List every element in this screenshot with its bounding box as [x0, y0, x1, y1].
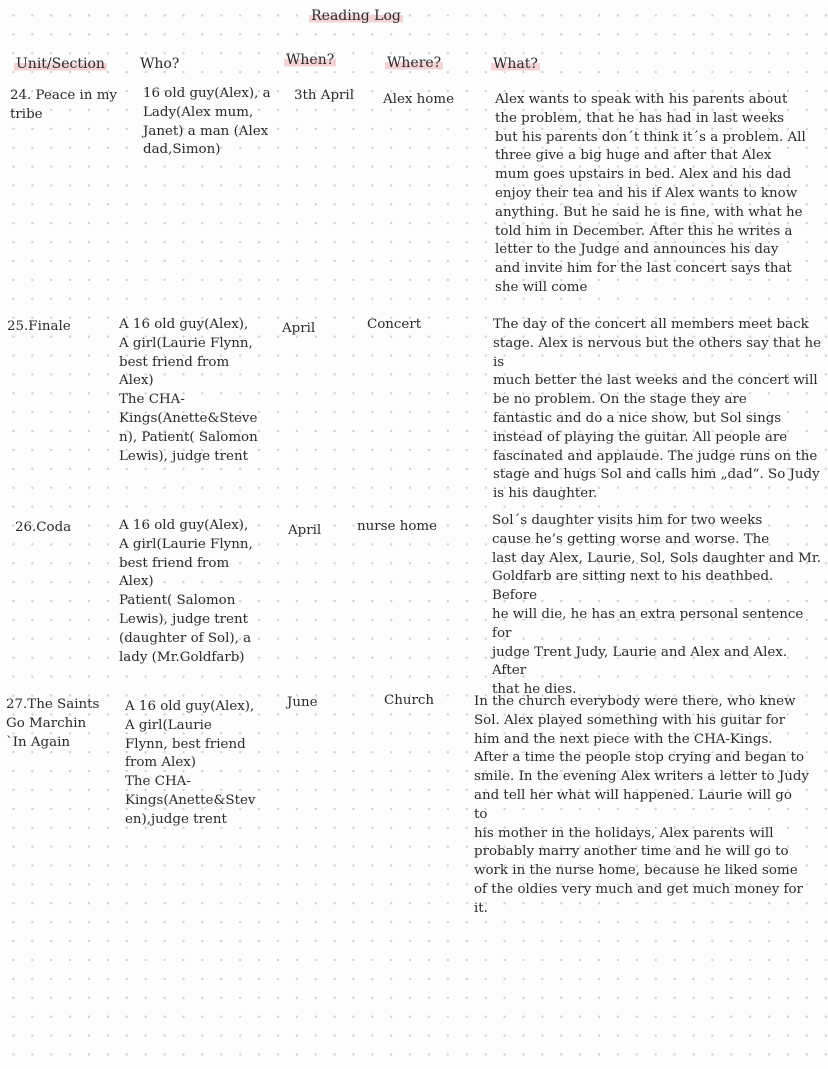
row-26-what: Sol´s daughter visits him for two weeks cause he’s getting worse and worse. The last day Alex, Laurie, Sol, Sols daughter and Mr. Goldfarb are sitting next to his deathbed. Before he will die, he has an extra personal sentence for judge Trent Judy, Laurie and Alex and Alex. After that he dies. [492, 513, 822, 698]
row-24-what: Alex wants to speak with his parents about the problem, that he has had in last weeks but his parents don´t think it´s a problem. All three give a big huge and after that Alex mum goes upstairs in bed. Alex and his dad enjoy their tea and his if Alex wants to know anything. But he said he is fine, with what he told him in December. After this he writes a letter to the Judge and announces his day and invite him for the last concert says that she will come [495, 92, 806, 295]
row-25-who: A 16 old guy(Alex), A girl(Laurie Flynn, best friend from Alex) The CHA- Kings(Anette&Steve n), Patient( Salomon Lewis), judge trent [119, 317, 258, 464]
row-24-who: 16 old guy(Alex), a Lady(Alex mum, Janet) a man (Alex dad,Simon) [143, 86, 271, 158]
row-27-who: A 16 old guy(Alex), A girl(Laurie Flynn, best friend from Alex) The CHA- Kings(Anette&Stev en),judge trent [125, 699, 256, 827]
header-when: When? [286, 52, 335, 68]
row-26-who: A 16 old guy(Alex), A girl(Laurie Flynn, best friend from Alex) Patient( Salomon Lewis), judge trent (daughter of Sol), a lady (Mr.Goldfarb) [119, 518, 253, 665]
row-24-where: Alex home [383, 92, 454, 107]
row-26-where: nurse home [357, 519, 438, 534]
header-who: Who? [140, 56, 180, 72]
header-what: What? [493, 56, 538, 72]
row-27-what: In the church everybody were there, who knew Sol. Alex played something with his guitar for him and the next piece with the CHA-Kings. After a time the people stop crying and began to smile. In the evening Alex writers a letter to Judy and tell her what will happened. Laurie will go to his mother in the holidays, Alex parents will probably marry another time and he will go to work in the nurse home, because he liked some of the oldies very much and get much money for it. [474, 694, 809, 916]
row-26-when: April [288, 523, 322, 538]
row-25-what: The day of the concert all members meet back stage. Alex is nervous but the others say that he is much better the last weeks and the concert will be no problem. On the stage they are fantastic and do a nice show, but Sol sings instead of playing the guitar. All people are fascinated and applaude. The judge runs on the stage and hugs Sol and calls him „dad“. So Judy is his daughter. [493, 317, 822, 502]
header-unit-section: Unit/Section [16, 56, 105, 72]
row-27-unit: 27.The Saints Go Marchin `In Again [6, 697, 100, 750]
row-25-where: Concert [367, 317, 422, 332]
row-26-unit: 26.Coda [15, 520, 72, 535]
row-27-when: June [287, 695, 318, 710]
row-25-when: April [282, 321, 316, 336]
row-24-unit: 24. Peace in my tribe [10, 88, 117, 122]
row-25-unit: 25.Finale [7, 319, 71, 334]
row-24-when: 3th April [294, 88, 354, 103]
header-where: Where? [387, 55, 442, 71]
page-title: Reading Log [311, 8, 401, 24]
row-27-where: Church [384, 693, 435, 708]
